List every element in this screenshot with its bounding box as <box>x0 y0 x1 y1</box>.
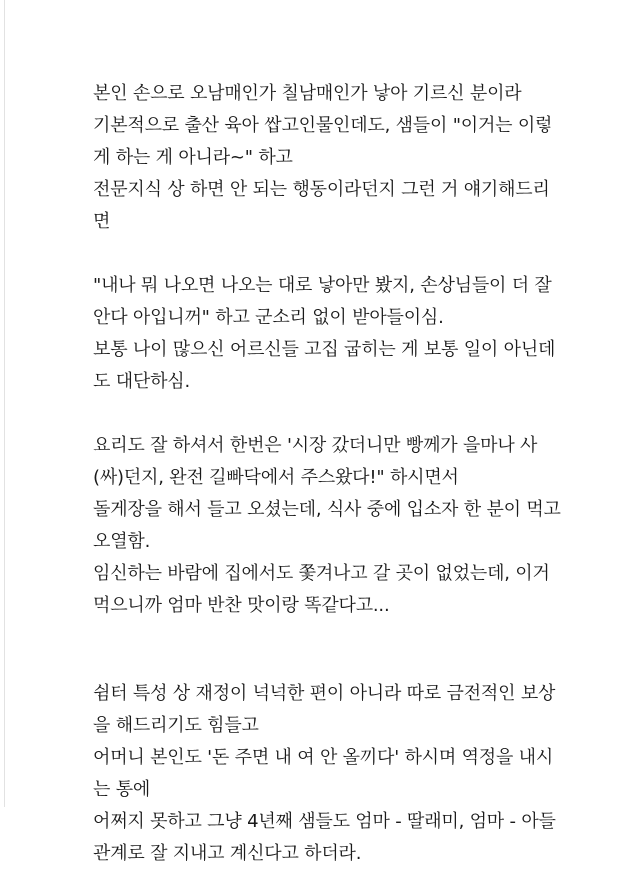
text-line: 안다 아입니꺼" 하고 군소리 없이 받아들이심. <box>93 307 444 328</box>
text-line: 어쩌지 못하고 그냥 4년째 샘들도 엄마 - 딸래미, 엄마 - 아들 <box>93 811 556 832</box>
text-line: 도 대단하심. <box>93 371 190 392</box>
text-line: 어머니 본인도 '돈 주면 내 여 안 올끼다' 하시며 역정을 내시 <box>93 747 554 768</box>
paragraph-gap <box>93 398 613 430</box>
text-line: 관계로 잘 지내고 계신다고 하더라. <box>93 843 362 864</box>
text-line: 돌게장을 해서 들고 오셨는데, 식사 중에 입소자 한 분이 먹고 <box>93 499 561 520</box>
text-line: 전문지식 상 하면 안 되는 행동이라던지 그런 거 얘기해드리 <box>93 179 550 200</box>
text-line: 먹으니까 엄마 반찬 맛이랑 똑같다고... <box>93 595 390 616</box>
text-line: 오열함. <box>93 531 151 552</box>
text-line: 게 하는 게 아니라~" 하고 <box>93 147 293 168</box>
text-line: 을 해드리기도 힘들고 <box>93 715 259 736</box>
text-line: (싸)던지, 완전 길빠닥에서 주스왔다!" 하시면서 <box>93 467 459 488</box>
paragraph <box>93 430 613 622</box>
text-line: 기본적으로 출산 육아 쌉고인물인데도, 샘들이 "이거는 이렇 <box>93 115 553 136</box>
paragraph-gap <box>93 238 613 270</box>
text-line: 는 통에 <box>93 779 151 800</box>
paragraph <box>93 678 613 870</box>
paragraph-gap <box>93 622 613 678</box>
text-line: 임신하는 바람에 집에서도 쫓겨나고 갈 곳이 없었는데, 이거 <box>93 563 550 584</box>
text-line: "내나 뭐 나오면 나오는 대로 낳아만 봤지, 손상님들이 더 잘 <box>93 275 552 296</box>
page-edge <box>4 0 5 807</box>
post-body <box>93 78 613 870</box>
paragraph <box>93 270 613 398</box>
text-line: 쉼터 특성 상 재정이 넉넉한 편이 아니라 따로 금전적인 보상 <box>93 683 556 704</box>
text-line: 본인 손으로 오남매인가 칠남매인가 낳아 기르신 분이라 <box>93 83 522 104</box>
paragraph <box>93 78 613 238</box>
text-line: 요리도 잘 하셔서 한번은 '시장 갔더니만 빵께가 을마나 사 <box>93 435 538 456</box>
text-line: 면 <box>93 211 111 232</box>
text-line: 보통 나이 많으신 어르신들 고집 굽히는 게 보통 일이 아닌데 <box>93 339 556 360</box>
